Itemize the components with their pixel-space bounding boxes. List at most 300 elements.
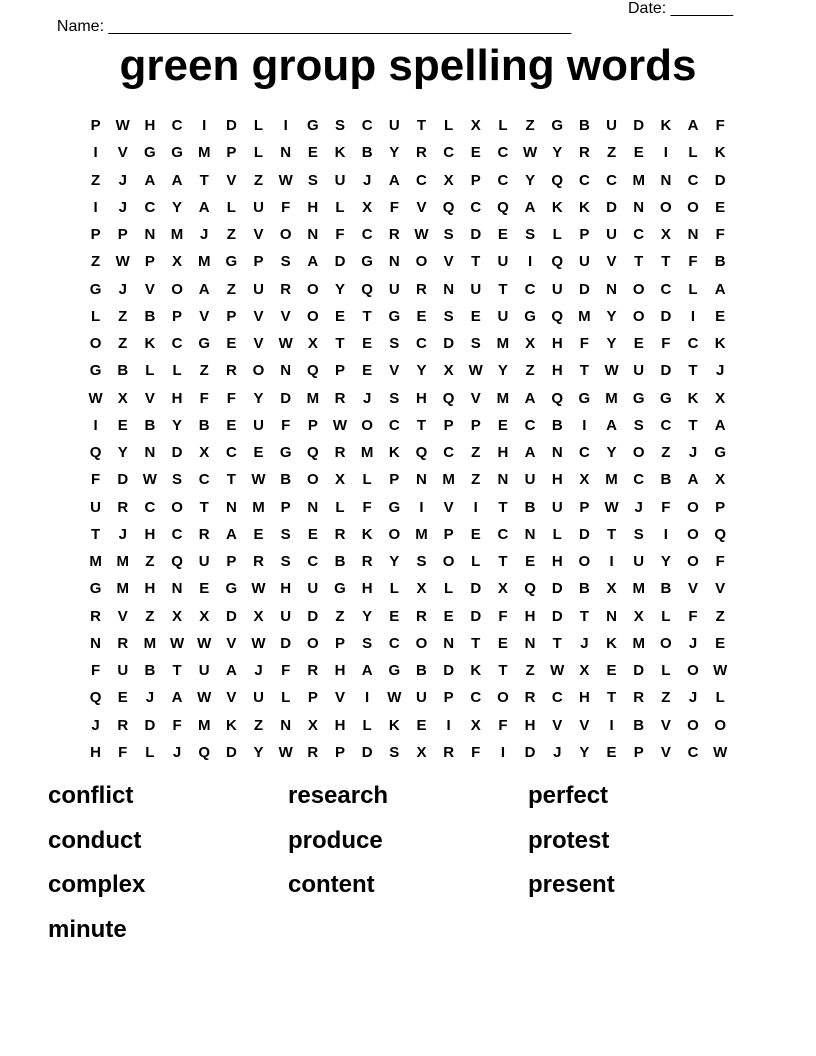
grid-letter: G <box>144 144 156 162</box>
grid-letter: F <box>199 389 209 407</box>
grid-letter: U <box>470 280 482 298</box>
grid-letter: G <box>225 253 238 271</box>
grid-letter: W <box>197 634 212 652</box>
grid-letter: H <box>524 607 536 625</box>
grid-letter: S <box>334 117 345 135</box>
grid-letter: N <box>307 498 319 516</box>
grid-letter: R <box>334 389 346 407</box>
grid-letter: M <box>415 525 428 543</box>
grid-letter: B <box>144 416 156 434</box>
grid-letter: S <box>280 525 291 543</box>
grid-letter: T <box>416 117 427 135</box>
grid-letter: V <box>253 335 264 353</box>
grid-letter: P <box>633 743 644 761</box>
grid-letter: V <box>470 389 481 407</box>
grid-letter: V <box>226 689 237 707</box>
grid-letter: J <box>118 280 127 298</box>
grid-letter: B <box>578 117 590 135</box>
grid-letter: O <box>714 716 726 734</box>
grid-letter: L <box>498 117 508 135</box>
grid-letter: I <box>609 553 614 571</box>
grid-letter: H <box>171 389 183 407</box>
grid-letter: U <box>388 280 400 298</box>
grid-letter: A <box>524 198 536 216</box>
grid-letter: H <box>334 662 346 680</box>
grid-letter: Z <box>525 362 535 380</box>
grid-letter: G <box>551 117 564 135</box>
grid-letter: Z <box>335 607 345 625</box>
grid-letter: T <box>471 634 481 652</box>
grid-letter: N <box>633 198 645 216</box>
grid-letter: H <box>551 553 563 571</box>
grid-letter: C <box>660 280 672 298</box>
grid-letter: G <box>225 580 238 598</box>
grid-letter: E <box>362 362 373 380</box>
grid-letter: V <box>389 362 400 380</box>
grid-letter: F <box>362 498 372 516</box>
grid-letter: E <box>389 607 400 625</box>
grid-letter: W <box>251 634 266 652</box>
grid-letter: C <box>171 117 183 135</box>
grid-letter: B <box>633 716 645 734</box>
grid-letter: V <box>416 198 427 216</box>
grid-letter: M <box>632 171 645 189</box>
grid-letter: C <box>443 444 455 462</box>
grid-letter: R <box>334 525 346 543</box>
grid-letter: H <box>334 716 346 734</box>
grid-letter: L <box>471 553 481 571</box>
grid-letter: P <box>226 307 237 325</box>
grid-letter: P <box>334 743 345 761</box>
grid-letter: D <box>225 743 237 761</box>
grid-letter: D <box>551 580 563 598</box>
grid-letter: R <box>117 498 129 516</box>
grid-letter: K <box>687 389 699 407</box>
grid-letter: H <box>361 580 373 598</box>
grid-letter: D <box>606 198 617 216</box>
grid-letter: Q <box>89 689 102 707</box>
grid-letter: L <box>145 362 155 380</box>
grid-letter: O <box>306 280 319 298</box>
grid-letter: N <box>524 634 536 652</box>
grid-row <box>82 466 734 493</box>
grid-letter: E <box>497 226 508 244</box>
grid-letter: C <box>443 144 455 162</box>
grid-letter: V <box>253 307 264 325</box>
grid-letter: L <box>253 117 264 135</box>
grid-letter: C <box>307 553 319 571</box>
grid-letter: X <box>470 117 481 135</box>
header-line <box>48 0 748 35</box>
grid-letter: X <box>525 335 536 353</box>
grid-letter: U <box>633 553 645 571</box>
grid-letter: O <box>632 280 645 298</box>
grid-letter: G <box>524 307 536 325</box>
grid-letter: P <box>172 307 183 325</box>
grid-letter: O <box>171 280 183 298</box>
grid-letter: H <box>144 117 156 135</box>
grid-letter: S <box>443 307 454 325</box>
grid-letter: D <box>714 171 726 189</box>
grid-letter: K <box>470 662 482 680</box>
grid-letter: O <box>442 553 455 571</box>
grid-letter: J <box>688 634 698 652</box>
grid-letter: D <box>633 117 645 135</box>
grid-letter: J <box>118 525 127 543</box>
grid-letter: O <box>687 525 699 543</box>
grid-letter: X <box>416 743 427 761</box>
grid-letter: R <box>334 444 346 462</box>
word-list <box>48 777 768 955</box>
grid-letter: I <box>365 689 370 707</box>
grid-letter: N <box>524 525 536 543</box>
grid-letter: R <box>416 280 427 298</box>
grid-row <box>82 221 734 248</box>
grid-letter: T <box>661 253 671 271</box>
grid-letter: M <box>442 471 455 489</box>
grid-letter: G <box>632 389 645 407</box>
grid-letter: M <box>605 389 618 407</box>
grid-letter: J <box>716 362 725 380</box>
grid-letter: C <box>361 117 373 135</box>
grid-letter: X <box>253 607 264 625</box>
grid-row <box>82 357 734 384</box>
grid-letter: W <box>278 171 293 189</box>
grid-letter: L <box>335 498 345 516</box>
grid-letter: H <box>144 580 156 598</box>
grid-letter: E <box>470 144 481 162</box>
grid-letter: W <box>169 634 185 652</box>
grid-letter: U <box>633 362 645 380</box>
grid-letter: J <box>580 634 589 652</box>
grid-letter: T <box>90 525 101 543</box>
grid-letter: S <box>389 335 400 353</box>
word-list-item: content <box>288 871 375 898</box>
grid-letter: J <box>91 716 100 734</box>
grid-letter: B <box>280 471 292 489</box>
grid-letter: O <box>89 335 102 353</box>
grid-letter: V <box>552 716 563 734</box>
grid-letter: J <box>254 662 263 680</box>
grid-letter: D <box>524 743 536 761</box>
grid-letter: G <box>89 580 102 598</box>
grid-letter: U <box>198 553 210 571</box>
grid-letter: A <box>524 389 536 407</box>
grid-letter: B <box>144 307 156 325</box>
grid-letter: A <box>714 416 726 434</box>
grid-letter: Q <box>497 198 509 216</box>
grid-letter: H <box>497 444 509 462</box>
grid-letter: T <box>634 253 644 271</box>
grid-letter: G <box>660 389 672 407</box>
grid-letter: M <box>252 498 265 516</box>
grid-letter: D <box>660 307 672 325</box>
grid-letter: V <box>199 307 210 325</box>
grid-letter: Z <box>661 689 671 707</box>
grid-letter: U <box>551 280 563 298</box>
grid-letter: N <box>606 607 617 625</box>
grid-letter: B <box>198 416 210 434</box>
grid-letter: I <box>202 117 207 135</box>
grid-letter: L <box>389 580 399 598</box>
grid-letter: R <box>416 144 427 162</box>
grid-letter: P <box>443 416 454 434</box>
grid-letter: E <box>253 444 264 462</box>
grid-row <box>82 112 734 139</box>
grid-letter: W <box>278 335 293 353</box>
grid-letter: P <box>90 117 101 135</box>
grid-letter: J <box>362 389 372 407</box>
grid-letter: T <box>498 662 508 680</box>
grid-letter: D <box>551 607 563 625</box>
grid-letter: N <box>416 471 427 489</box>
grid-letter: I <box>93 198 98 216</box>
grid-letter: O <box>687 498 699 516</box>
grid-letter: S <box>633 525 644 543</box>
grid-letter: R <box>388 226 400 244</box>
grid-letter: B <box>117 362 129 380</box>
grid-letter: W <box>115 117 130 135</box>
grid-letter: D <box>578 280 590 298</box>
grid-letter: S <box>470 335 481 353</box>
grid-letter: N <box>280 362 292 380</box>
grid-letter: X <box>362 198 373 216</box>
grid-letter: S <box>389 389 400 407</box>
date-field-label: Date: _______ <box>628 0 733 17</box>
grid-letter: R <box>307 662 319 680</box>
grid-letter: V <box>144 280 155 298</box>
grid-letter: H <box>307 198 319 216</box>
grid-letter: V <box>117 607 128 625</box>
grid-letter: Z <box>118 335 128 353</box>
grid-letter: Y <box>606 444 617 462</box>
grid-letter: M <box>197 144 211 162</box>
grid-letter: O <box>687 553 699 571</box>
grid-letter: O <box>497 689 509 707</box>
grid-letter: X <box>443 362 454 380</box>
grid-letter: E <box>715 307 726 325</box>
grid-letter: W <box>332 416 348 434</box>
grid-letter: H <box>90 743 101 761</box>
grid-letter: I <box>93 144 98 162</box>
grid-letter: C <box>497 171 509 189</box>
grid-letter: A <box>171 689 183 707</box>
grid-row <box>82 548 734 575</box>
grid-letter: N <box>606 280 617 298</box>
grid-letter: M <box>605 471 618 489</box>
grid-row <box>82 167 734 194</box>
grid-letter: F <box>688 607 698 625</box>
grid-letter: N <box>90 634 101 652</box>
grid-letter: P <box>117 226 128 244</box>
grid-letter: O <box>279 226 292 244</box>
grid-letter: S <box>362 634 373 652</box>
grid-letter: A <box>307 253 319 271</box>
grid-letter: I <box>93 416 98 434</box>
grid-letter: L <box>661 607 671 625</box>
grid-letter: F <box>90 471 101 489</box>
grid-letter: P <box>715 498 726 516</box>
grid-letter: F <box>661 498 671 516</box>
grid-letter: G <box>279 444 292 462</box>
grid-letter: G <box>171 144 183 162</box>
grid-letter: Z <box>525 662 535 680</box>
grid-letter: T <box>606 525 617 543</box>
grid-letter: O <box>388 525 401 543</box>
grid-letter: K <box>388 444 400 462</box>
grid-letter: I <box>473 498 478 516</box>
grid-letter: Y <box>253 389 264 407</box>
grid-letter: J <box>688 689 698 707</box>
grid-letter: I <box>663 144 668 162</box>
grid-letter: Y <box>389 144 400 162</box>
grid-letter: H <box>551 471 563 489</box>
grid-letter: Z <box>145 553 155 571</box>
grid-letter: J <box>145 689 155 707</box>
grid-letter: A <box>714 280 726 298</box>
grid-letter: E <box>307 525 318 543</box>
grid-letter: W <box>713 662 728 680</box>
grid-letter: C <box>524 280 536 298</box>
grid-letter: M <box>578 307 591 325</box>
grid-letter: P <box>280 498 291 516</box>
grid-letter: Q <box>551 253 564 271</box>
grid-letter: U <box>307 580 319 598</box>
grid-letter: A <box>687 117 699 135</box>
grid-letter: C <box>361 226 373 244</box>
grid-letter: G <box>388 307 401 325</box>
grid-letter: M <box>143 634 157 652</box>
grid-row <box>82 521 734 548</box>
grid-letter: X <box>497 580 508 598</box>
grid-letter: Y <box>362 607 373 625</box>
grid-letter: P <box>90 226 101 244</box>
grid-letter: C <box>144 498 156 516</box>
grid-letter: E <box>525 553 536 571</box>
grid-letter: S <box>389 743 400 761</box>
grid-letter: P <box>144 253 155 271</box>
grid-letter: M <box>632 580 645 598</box>
grid-letter: L <box>661 662 671 680</box>
grid-letter: H <box>524 716 536 734</box>
grid-letter: J <box>362 171 372 189</box>
grid-letter: F <box>715 553 725 571</box>
grid-letter: Y <box>660 553 671 571</box>
grid-letter: D <box>470 580 482 598</box>
grid-letter: L <box>172 362 182 380</box>
grid-letter: U <box>551 498 563 516</box>
grid-letter: W <box>550 662 565 680</box>
page-title: green group spelling words <box>119 41 697 90</box>
grid-letter: N <box>280 144 292 162</box>
word-list-item: complex <box>48 871 146 898</box>
grid-row <box>82 303 734 330</box>
grid-letter: F <box>715 117 725 135</box>
grid-letter: Q <box>714 525 726 543</box>
grid-row <box>82 139 734 166</box>
grid-letter: R <box>225 362 237 380</box>
grid-letter: P <box>389 471 400 489</box>
grid-letter: E <box>633 335 644 353</box>
word-list-item: conduct <box>48 826 142 854</box>
grid-letter: V <box>688 580 699 598</box>
grid-letter: T <box>688 362 698 380</box>
grid-letter: A <box>225 662 237 680</box>
grid-letter: I <box>446 716 451 734</box>
grid-letter: U <box>253 689 264 707</box>
grid-letter: K <box>606 634 617 652</box>
grid-letter: Z <box>90 171 101 189</box>
grid-letter: C <box>198 471 210 489</box>
grid-letter: Z <box>471 444 481 462</box>
grid-letter: F <box>389 198 399 216</box>
grid-letter: D <box>225 607 237 625</box>
grid-letter: Y <box>172 198 183 216</box>
grid-letter: K <box>361 525 373 543</box>
grid-letter: X <box>715 389 726 407</box>
grid-letter: Y <box>552 144 563 162</box>
grid-letter: L <box>688 280 698 298</box>
grid-letter: V <box>226 171 237 189</box>
grid-letter: Z <box>525 117 535 135</box>
grid-letter: G <box>388 662 401 680</box>
grid-letter: Y <box>117 444 128 462</box>
grid-letter: X <box>199 607 210 625</box>
grid-letter: V <box>226 634 237 652</box>
grid-letter: T <box>498 498 508 516</box>
grid-letter: V <box>144 389 155 407</box>
grid-letter: X <box>416 580 427 598</box>
grid-letter: A <box>198 280 210 298</box>
grid-letter: A <box>198 198 210 216</box>
grid-letter: B <box>660 580 672 598</box>
grid-letter: N <box>388 253 400 271</box>
grid-letter: Z <box>199 362 209 380</box>
grid-letter: J <box>688 444 698 462</box>
grid-letter: P <box>470 416 481 434</box>
grid-letter: O <box>578 553 591 571</box>
grid-letter: M <box>496 335 510 353</box>
grid-letter: I <box>609 716 614 734</box>
grid-letter: O <box>415 634 428 652</box>
grid-letter: A <box>144 171 156 189</box>
grid-letter: C <box>470 689 482 707</box>
grid-letter: P <box>226 553 237 571</box>
grid-letter: D <box>225 117 237 135</box>
grid-letter: D <box>280 634 292 652</box>
grid-letter: Z <box>253 716 264 734</box>
grid-letter: F <box>661 335 671 353</box>
grid-letter: E <box>470 525 481 543</box>
grid-letter: T <box>579 362 589 380</box>
grid-letter: N <box>687 226 699 244</box>
grid-letter: Q <box>442 198 455 216</box>
grid-letter: G <box>89 280 102 298</box>
grid-letter: J <box>118 171 127 189</box>
grid-letter: E <box>715 634 726 652</box>
grid-letter: R <box>443 743 455 761</box>
grid-letter: N <box>280 716 292 734</box>
grid-letter: F <box>498 607 508 625</box>
grid-letter: Q <box>89 444 102 462</box>
grid-letter: F <box>281 416 291 434</box>
grid-letter: F <box>281 198 291 216</box>
grid-letter: V <box>579 716 590 734</box>
grid-letter: W <box>522 144 538 162</box>
grid-letter: R <box>416 607 427 625</box>
grid-letter: L <box>362 471 372 489</box>
grid-letter: W <box>88 389 103 407</box>
